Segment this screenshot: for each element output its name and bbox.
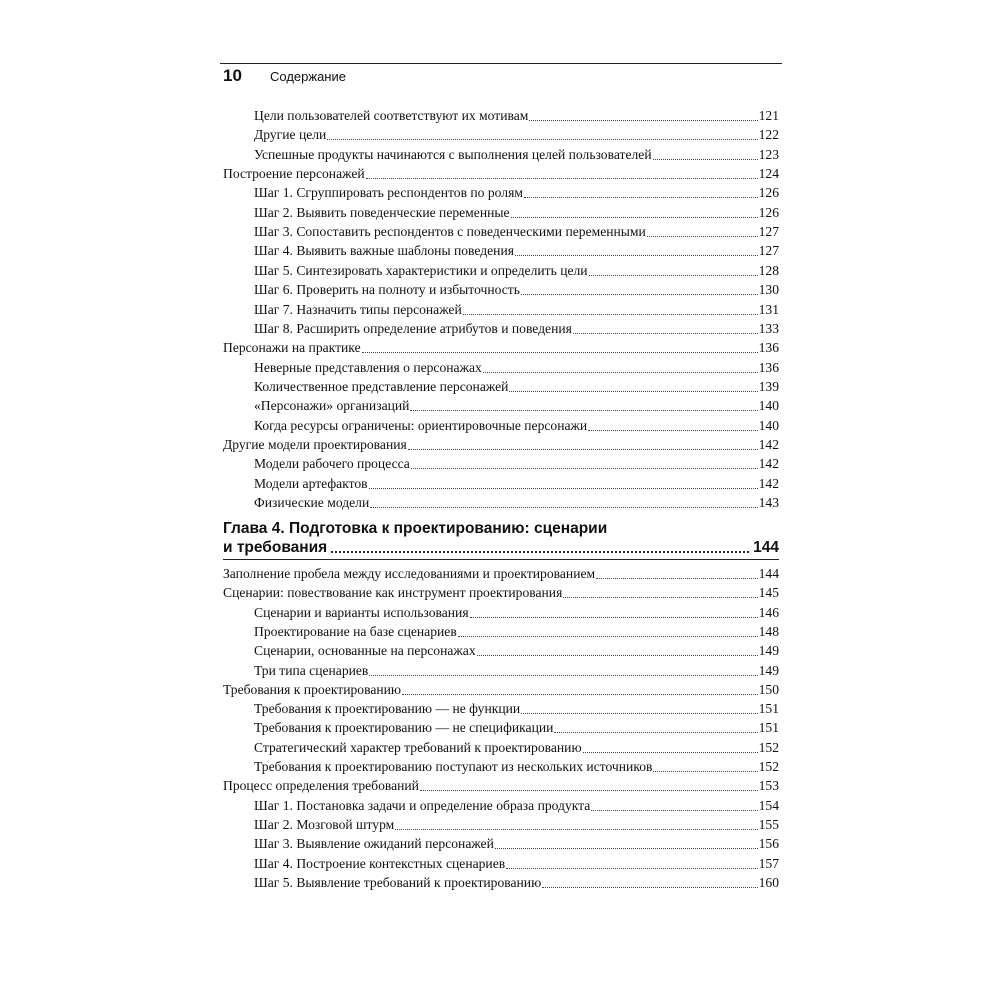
toc-entry-page: 142 bbox=[758, 456, 779, 472]
running-head-title: Содержание bbox=[270, 69, 346, 84]
toc-entry-page: 156 bbox=[758, 836, 779, 852]
toc-entry bbox=[254, 298, 779, 318]
toc-entry bbox=[254, 414, 779, 434]
toc-entry bbox=[223, 678, 779, 698]
toc-entry-page: 127 bbox=[758, 243, 779, 259]
dot-leader bbox=[369, 487, 758, 489]
toc-entry-title: Шаг 5. Выявление требований к проектированию bbox=[254, 874, 542, 890]
toc-entry-title: Персонажи на практике bbox=[223, 340, 361, 356]
chapter-heading bbox=[223, 519, 779, 557]
toc-entry-title: Модели рабочего процесса bbox=[254, 456, 410, 472]
toc-entry-title: Стратегический характер требований к проектированию bbox=[254, 739, 582, 755]
toc-entry-page: 139 bbox=[758, 378, 779, 394]
toc-entry-title: Шаг 4. Выявить важные шаблоны поведения bbox=[254, 243, 514, 259]
toc-entry-page: 131 bbox=[758, 301, 779, 317]
dot-leader bbox=[477, 654, 758, 656]
dot-leader bbox=[647, 235, 758, 237]
dot-leader bbox=[554, 731, 757, 733]
toc-entry-page: 150 bbox=[758, 681, 779, 697]
toc-entry bbox=[254, 659, 779, 679]
dot-leader bbox=[395, 828, 757, 830]
toc-entry-title: Количественное представление персонажей bbox=[254, 378, 509, 394]
toc-entry-page: 122 bbox=[758, 127, 779, 143]
dot-leader bbox=[411, 467, 758, 469]
toc-entry-page: 121 bbox=[758, 108, 779, 123]
toc-entry bbox=[254, 736, 779, 756]
toc-entry-page: 154 bbox=[758, 797, 779, 813]
toc-entry-page: 127 bbox=[758, 224, 779, 240]
toc-entry-title: Другие модели проектирования bbox=[223, 436, 407, 452]
toc-entry bbox=[254, 375, 779, 395]
toc-entry bbox=[254, 601, 779, 621]
dot-leader bbox=[402, 693, 758, 695]
toc-entry-title: Заполнение пробела между исследованиями и проектированием bbox=[223, 566, 596, 581]
dot-leader bbox=[495, 847, 758, 849]
toc-entry-title: Шаг 8. Расширить определение атрибутов и поведения bbox=[254, 320, 572, 336]
toc-entry bbox=[254, 201, 779, 221]
dot-leader bbox=[483, 371, 758, 373]
toc-entry-page: 140 bbox=[758, 398, 779, 414]
toc-entry-title: Модели артефактов bbox=[254, 475, 368, 491]
dot-leader bbox=[589, 274, 758, 276]
toc-entry bbox=[254, 832, 779, 852]
toc-entry-page: 123 bbox=[758, 146, 779, 162]
toc-entry-page: 151 bbox=[758, 720, 779, 736]
chapter-title-line2: и требования bbox=[223, 539, 328, 556]
toc-entry-title: Шаг 1. Постановка задачи и определение образа продукта bbox=[254, 797, 591, 813]
dot-leader bbox=[529, 119, 757, 121]
dot-leader bbox=[408, 448, 758, 450]
toc-entry-title: Неверные представления о персонажах bbox=[254, 359, 482, 375]
toc-entry bbox=[254, 356, 779, 376]
dot-leader bbox=[653, 770, 757, 772]
toc-entry-title: Требования к проектированию поступают из нескольких источников bbox=[254, 759, 653, 774]
toc-entry-title: Шаг 7. Назначить типы персонажей bbox=[254, 301, 462, 317]
toc-entry-page: 142 bbox=[758, 475, 779, 491]
toc-entry bbox=[254, 755, 779, 775]
toc-entry-title: Три типа сценариев bbox=[254, 662, 369, 678]
toc-entry bbox=[254, 123, 779, 143]
toc-entry bbox=[223, 562, 779, 582]
toc-entry-page: 152 bbox=[758, 739, 779, 755]
toc-entry-title: Шаг 2. Выявить поведенческие переменные bbox=[254, 204, 510, 220]
dot-leader bbox=[542, 886, 757, 888]
toc-entry-page: 136 bbox=[758, 340, 779, 356]
toc-entry bbox=[254, 472, 779, 492]
toc-entry-title: Требования к проектированию — не функции bbox=[254, 701, 521, 717]
toc-entry bbox=[254, 104, 779, 124]
toc-entry-page: 145 bbox=[758, 585, 779, 601]
toc-entry-title: Построение персонажей bbox=[223, 166, 365, 182]
dot-leader bbox=[573, 332, 758, 334]
toc-entry-page: 126 bbox=[758, 185, 779, 201]
dot-leader bbox=[362, 351, 758, 353]
toc-entry-title: Шаг 2. Мозговой штурм bbox=[254, 816, 395, 832]
toc-entry bbox=[254, 452, 779, 472]
page-number: 10 bbox=[223, 66, 242, 85]
toc-entry-title: «Персонажи» организаций bbox=[254, 398, 410, 414]
toc-entry bbox=[254, 317, 779, 337]
toc-entry-title: Успешные продукты начинаются с выполнения целей пользователей bbox=[254, 146, 652, 162]
dot-leader bbox=[369, 674, 757, 676]
dot-leader bbox=[563, 596, 757, 598]
dot-leader bbox=[327, 138, 757, 140]
toc-entry-page: 149 bbox=[758, 662, 779, 678]
toc-entry-page: 142 bbox=[758, 436, 779, 452]
dot-leader bbox=[588, 429, 757, 431]
dot-leader bbox=[521, 293, 758, 295]
dot-leader bbox=[583, 751, 758, 753]
toc-entry-page: 128 bbox=[758, 262, 779, 278]
toc-entry bbox=[254, 259, 779, 279]
toc-entry-page: 153 bbox=[758, 778, 779, 794]
toc-entry-title: Другие цели bbox=[254, 127, 327, 143]
toc-entry bbox=[254, 143, 779, 163]
dot-leader bbox=[515, 254, 758, 256]
dot-leader bbox=[509, 390, 757, 392]
toc-entry-title: Требования к проектированию bbox=[223, 681, 402, 697]
toc-entry-title: Проектирование на базе сценариев bbox=[254, 623, 457, 639]
toc-entry-page: 157 bbox=[758, 855, 779, 871]
toc-entry-page: 146 bbox=[758, 604, 779, 620]
toc-entry-page: 126 bbox=[758, 204, 779, 220]
toc-entry bbox=[254, 813, 779, 833]
toc-entry-title: Шаг 6. Проверить на полноту и избыточность bbox=[254, 282, 520, 298]
dot-leader bbox=[596, 577, 758, 579]
toc-entry-title: Шаг 4. Построение контекстных сценариев bbox=[254, 855, 506, 871]
dot-leader bbox=[524, 196, 758, 198]
toc-entry-title: Когда ресурсы ограничены: ориентировочные персонажи bbox=[254, 417, 588, 433]
toc-entry-page: 136 bbox=[758, 359, 779, 375]
toc-entry-page: 151 bbox=[758, 701, 779, 717]
toc-entry bbox=[223, 336, 779, 356]
dot-leader bbox=[370, 506, 757, 508]
dot-leader bbox=[521, 712, 757, 714]
toc-entry-title: Физические модели bbox=[254, 495, 370, 510]
toc-entry bbox=[254, 239, 779, 259]
dot-leader bbox=[331, 550, 749, 553]
toc-entry bbox=[254, 220, 779, 240]
toc-entry-title: Сценарии и варианты использования bbox=[254, 604, 469, 620]
dot-leader bbox=[420, 789, 758, 791]
chapter-page-number: 144 bbox=[753, 539, 779, 556]
dot-leader bbox=[653, 158, 758, 160]
toc-entry-title: Шаг 1. Сгруппировать респондентов по ролям bbox=[254, 185, 523, 201]
toc-entry-page: 133 bbox=[758, 320, 779, 336]
dot-leader bbox=[506, 867, 757, 869]
toc-entry bbox=[254, 871, 779, 891]
toc-entry-title: Требования к проектированию — не спецификации bbox=[254, 720, 554, 736]
toc-entry bbox=[254, 491, 779, 511]
dot-leader bbox=[463, 313, 758, 315]
toc-entry bbox=[223, 581, 779, 601]
toc-entry bbox=[254, 639, 779, 659]
toc-entry-page: 144 bbox=[758, 566, 779, 581]
toc-entry-page: 155 bbox=[758, 816, 779, 832]
toc-entry bbox=[254, 181, 779, 201]
toc-entry-page: 152 bbox=[758, 759, 779, 774]
toc-entry-page: 148 bbox=[758, 623, 779, 639]
chapter-rule bbox=[223, 559, 779, 560]
toc-entry bbox=[254, 716, 779, 736]
dot-leader bbox=[458, 635, 758, 637]
toc-entry bbox=[254, 278, 779, 298]
toc-entry-title: Шаг 5. Синтезировать характеристики и определить цели bbox=[254, 262, 588, 278]
toc-entry-page: 130 bbox=[758, 282, 779, 298]
toc-entry-title: Шаг 3. Сопоставить респондентов с поведенческими переменными bbox=[254, 224, 646, 240]
dot-leader bbox=[410, 409, 757, 411]
toc-entry bbox=[223, 433, 779, 453]
toc-entry-title: Сценарии, основанные на персонажах bbox=[254, 643, 476, 659]
toc-entry bbox=[223, 162, 779, 182]
toc-entry-page: 140 bbox=[758, 417, 779, 433]
toc-entry-title: Цели пользователей соответствуют их мотивам bbox=[254, 108, 529, 123]
running-header bbox=[220, 63, 782, 90]
toc-entry-title: Сценарии: повествование как инструмент проектирования bbox=[223, 585, 563, 601]
toc-entry bbox=[254, 794, 779, 814]
toc-entry-page: 160 bbox=[758, 874, 779, 890]
toc-entry-page: 124 bbox=[758, 166, 779, 182]
toc-entry-title: Шаг 3. Выявление ожиданий персонажей bbox=[254, 836, 494, 852]
toc-entry bbox=[254, 697, 779, 717]
dot-leader bbox=[591, 809, 757, 811]
dot-leader bbox=[470, 616, 758, 618]
toc-entry-page: 149 bbox=[758, 643, 779, 659]
toc-entry bbox=[254, 620, 779, 640]
toc-entry bbox=[254, 852, 779, 872]
toc-entry-page: 143 bbox=[758, 495, 779, 510]
toc-entry bbox=[254, 394, 779, 414]
dot-leader bbox=[511, 216, 758, 218]
toc-entry-title: Процесс определения требований bbox=[223, 778, 419, 794]
toc-entry bbox=[223, 774, 779, 794]
chapter-title-line1: Глава 4. Подготовка к проектированию: сценарии bbox=[223, 520, 608, 537]
dot-leader bbox=[366, 177, 758, 179]
